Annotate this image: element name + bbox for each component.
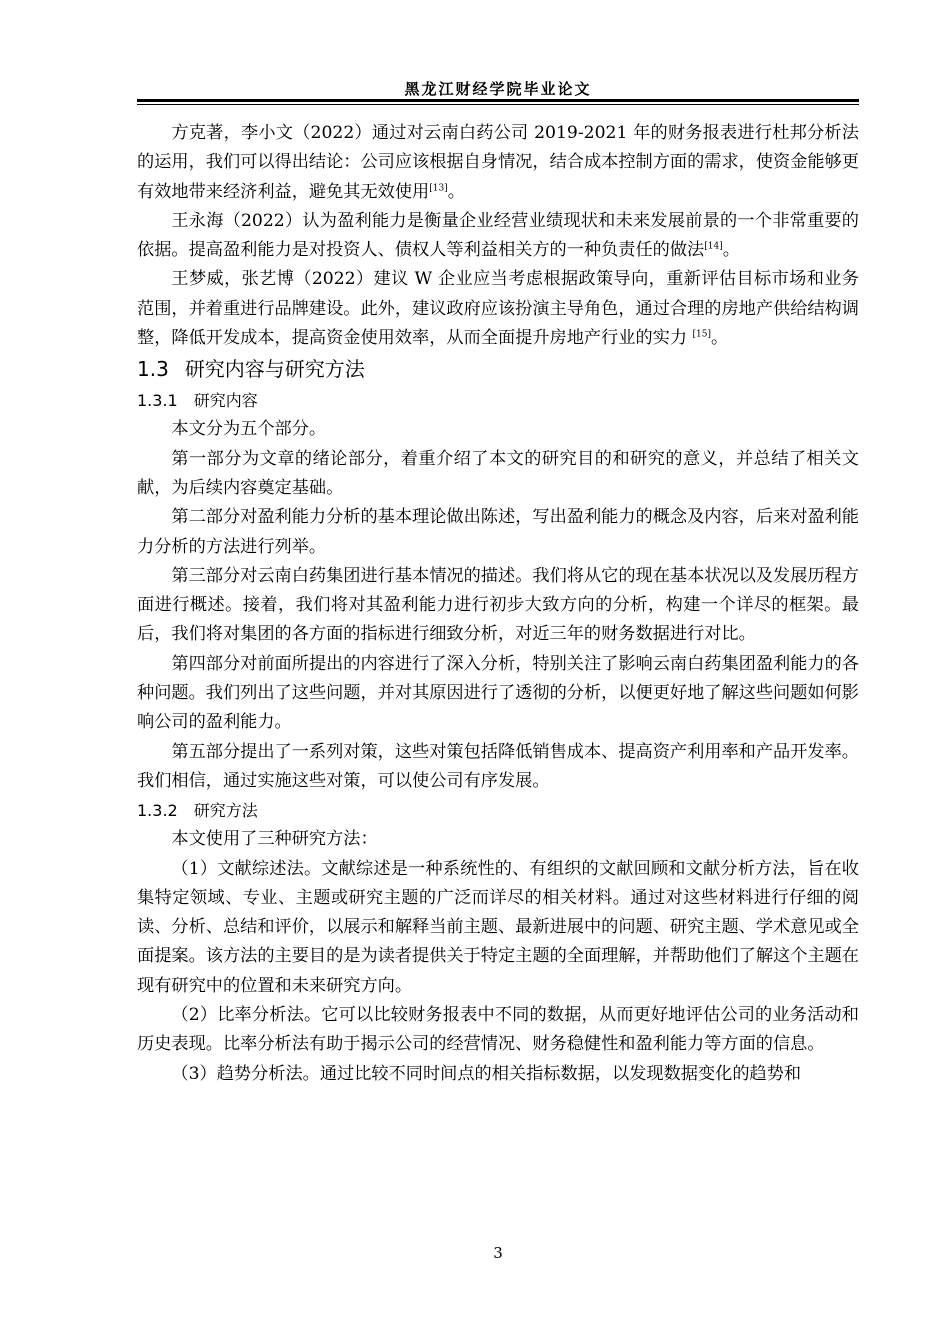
paragraph-text: 王永海（2022）认为盈利能力是衡量企业经营业绩现状和未来发展前景的一个非常重要的依据。提高盈利能力是对投资人、债权人等利益相关方的一种负责任的做法: [137, 210, 859, 261]
paragraph-end: 。: [447, 181, 465, 202]
citation-14: [14]: [704, 241, 723, 252]
paragraph: （1）文献综述法。文献综述是一种系统性的、有组织的文献回顾和文献分析方法，旨在收集特定领域、专业、主题或研究主题的广泛而详尽的相关材料。通过对这些材料进行仔细的阅读、分析、总结和评价，以展示和解释当前主题、最新进展中的问题、研究主题、学术意见或全面提案。该方法的主要目的是为读者提供关于特定主题的全面理解，并帮助他们了解这个主题在现有研究中的位置和未来研究方向。: [137, 858, 859, 996]
paragraph-text: 王梦威，张艺博（2022）建议 W 企业应当考虑根据政策导向，重新评估目标市场和业务范围，并着重进行品牌建设。此外，建议政府应该扮演主导角色，通过合理的房地产供给结构调整，降低开发成本，提高资金使用效率，从而全面提升房地产行业的实力: [137, 269, 859, 349]
paragraph: （2）比率分析法。它可以比较财务报表中不同的数据，从而更好地评估公司的业务活动和历史表现。比率分析法有助于揭示公司的经营情况、财务稳健性和盈利能力等方面的信息。: [137, 1005, 859, 1055]
section-number: 1.3: [137, 357, 169, 382]
running-header: 黑龙江财经学院毕业论文: [404, 80, 592, 98]
paragraph-literature-13: [137, 119, 859, 207]
paragraph-end: 。: [722, 240, 740, 261]
section-number: 1.3.1: [137, 391, 178, 411]
paragraph: 第五部分提出了一系列对策，这些对策包括降低销售成本、提高资产利用率和产品开发率。我们相信，通过实施这些对策，可以使公司有序发展。: [137, 741, 859, 791]
paragraph: 第二部分对盈利能力分析的基本理论做出陈述，写出盈利能力的概念及内容，后来对盈利能力分析的方法进行列举。: [137, 507, 859, 557]
section-heading-1-3-2: [137, 796, 859, 825]
paragraph: 第四部分对前面所提出的内容进行了深入分析，特别关注了影响云南白药集团盈利能力的各种问题。我们列出了这些问题，并对其原因进行了透彻的分析，以便更好地了解这些问题如何影响公司的盈利能力。: [137, 653, 859, 733]
paragraph: 本文分为五个部分。: [171, 419, 327, 440]
paragraph-end: 。: [710, 328, 729, 349]
paragraph: 第一部分为文章的绪论部分，着重介绍了本文的研究目的和研究的意义，并总结了相关文献，为后续内容奠定基础。: [137, 448, 859, 498]
section-heading-1-3-1: [137, 386, 859, 415]
paragraph-literature-15: [137, 265, 859, 353]
citation-13: [13]: [429, 182, 448, 193]
header-rule-thin: [137, 104, 859, 105]
section-title: 研究内容: [193, 391, 258, 411]
section-title: 研究方法: [193, 801, 258, 821]
section-heading-1-3: [137, 353, 859, 386]
paragraph: 本文使用了三种研究方法：: [171, 829, 378, 850]
paragraph: （3）趋势分析法。通过比较不同时间点的相关指标数据，以发现数据变化的趋势和: [171, 1063, 802, 1084]
paragraph-text: 方克著，李小文（2022）通过对云南白药公司 2019-2021 年的财务报表进行杜邦分析法的运用，我们可以得出结论：公司应该根据自身情况，结合成本控制方面的需求，使资金能够更有效地带来经济利益，避免其无效使用: [137, 123, 859, 202]
paragraph: 第三部分对云南白药集团进行基本情况的描述。我们将从它的现在基本状况以及发展历程方面进行概述。接着，我们将对其盈利能力进行初步大致方向的分析，构建一个详尽的框架。最后，我们将对集团的各方面的指标进行细致分析，对近三年的财务数据进行对比。: [137, 565, 859, 645]
citation-15: [15]: [692, 329, 711, 340]
page-number: 3: [493, 1244, 503, 1262]
section-title: 研究内容与研究方法: [184, 357, 365, 382]
header-rule-thick: [137, 99, 859, 102]
section-number: 1.3.2: [137, 801, 178, 821]
paragraph-literature-14: [137, 207, 859, 266]
body-content: [137, 119, 859, 1089]
